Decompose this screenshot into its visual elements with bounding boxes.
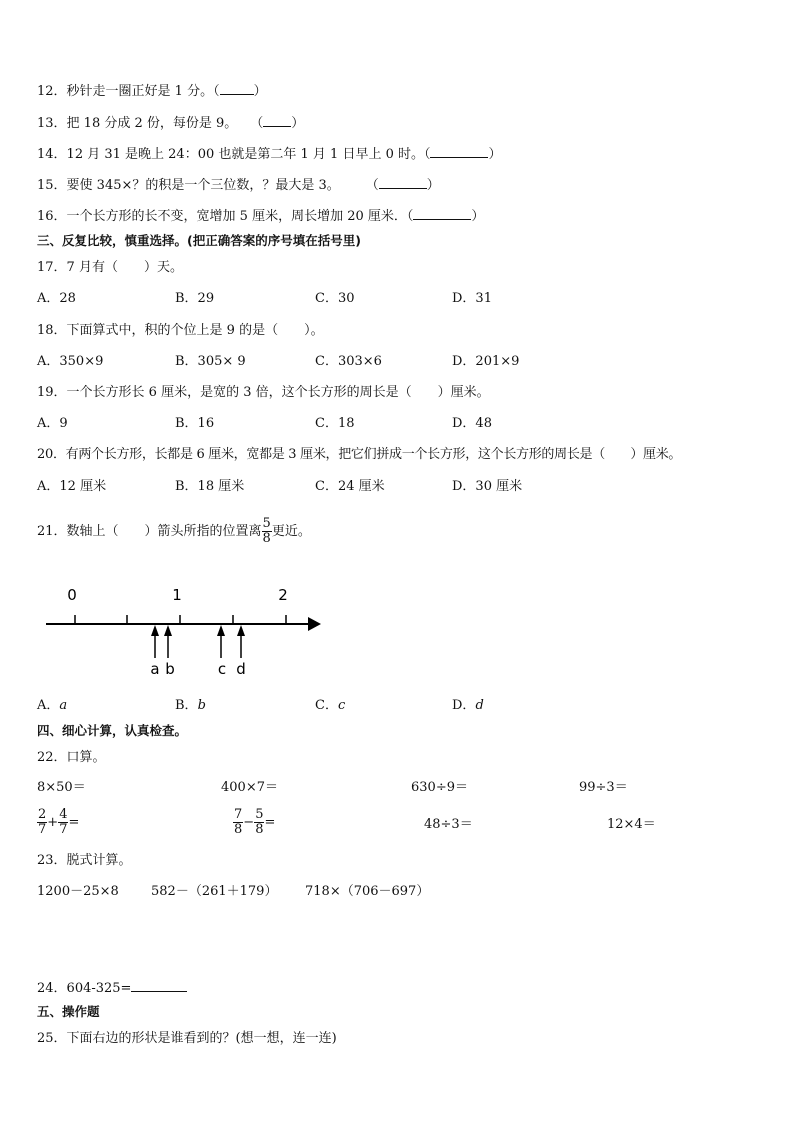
q17-option-b[interactable]: B．29: [175, 291, 215, 306]
q18-option-d[interactable]: D．201×9: [452, 354, 520, 369]
question-14-text: 14．12 月 31 是晚上 24：00 也就是第二年 1 月 1 日早上 0 时。（: [37, 147, 431, 162]
answer-blank[interactable]: [220, 82, 254, 95]
fraction-calc-1: [37, 803, 79, 843]
bracket: ）: [291, 116, 305, 131]
question-18-stem: 18．下面算式中，积的个位上是 9 的是（ ）。: [37, 323, 324, 338]
oral-calc-7: 48÷3＝: [424, 817, 473, 832]
question-13-text: 13．把 18 分成 2 份，每份是 9。 （: [37, 116, 264, 131]
q20-option-d[interactable]: D．30 厘米: [452, 479, 523, 494]
fraction: [254, 808, 264, 837]
arrow-c: [217, 625, 225, 658]
answer-blank[interactable]: [263, 114, 291, 127]
fraction-denominator: 7: [38, 822, 47, 837]
section-3-heading: 三、反复比较，慎重选择。(把正确答案的序号填在括号里): [37, 233, 361, 248]
minus-sign: −: [243, 815, 255, 830]
q20-option-b[interactable]: B．18 厘米: [175, 479, 245, 494]
q21-option-a[interactable]: [37, 697, 67, 715]
arrow-label-d: d: [236, 660, 246, 678]
plus-sign: +: [47, 815, 59, 830]
option-value: c: [337, 698, 346, 713]
arrow-a: [151, 625, 159, 658]
fraction: [233, 808, 243, 837]
fraction-five-eighths: [262, 517, 272, 546]
answer-blank[interactable]: [430, 145, 488, 158]
option-value: d: [475, 698, 484, 713]
q21-option-c[interactable]: [315, 697, 345, 715]
section-4-heading: 四、细心计算，认真检查。: [37, 723, 188, 738]
question-24: [37, 979, 187, 998]
answer-blank[interactable]: [379, 176, 427, 189]
bracket: ）: [253, 84, 267, 99]
oral-calc-2: 400×7＝: [221, 780, 278, 795]
q18-option-c[interactable]: C．303×6: [315, 354, 382, 369]
option-prefix: C．: [315, 698, 338, 713]
arrow-d: [237, 625, 245, 658]
bracket: ）: [426, 178, 440, 193]
fraction-numerator: 5: [262, 516, 271, 531]
q19-option-b[interactable]: B．16: [175, 416, 215, 431]
option-value: b: [197, 698, 206, 713]
section-5-heading: 五、操作题: [37, 1004, 100, 1019]
fraction-denominator: 8: [262, 531, 271, 546]
tick-label-0: 0: [67, 586, 77, 604]
equals-sign: =: [68, 815, 80, 830]
oral-calc-1: 8×50＝: [37, 780, 86, 795]
question-16-text: 16．一个长方形的长不变，宽增加 5 厘米，周长增加 20 厘米．（: [37, 209, 414, 224]
question-12: [37, 82, 267, 101]
question-16: [37, 207, 484, 226]
q17-option-d[interactable]: D．31: [452, 291, 492, 306]
question-15: [37, 176, 440, 195]
number-line-figure: [40, 580, 330, 680]
q20-option-c[interactable]: C．24 厘米: [315, 479, 385, 494]
tick-label-2: 2: [278, 586, 288, 604]
axis-arrowhead: [308, 617, 321, 631]
q19-option-c[interactable]: C．18: [315, 416, 355, 431]
fraction: [37, 808, 47, 837]
stepwise-calc-3: 718×（706－697）: [305, 884, 430, 899]
q17-option-c[interactable]: C．30: [315, 291, 355, 306]
q21-stem-before: 21．数轴上（ ）箭头所指的位置离: [37, 524, 262, 539]
tick-label-1: 1: [172, 586, 182, 604]
option-prefix: A．: [37, 698, 60, 713]
q21-option-d[interactable]: [452, 697, 484, 715]
stepwise-calc-2: 582－（261＋179）: [151, 884, 278, 899]
question-17-stem: 17．7 月有（ ）天。: [37, 260, 183, 275]
question-21-stem: [37, 512, 311, 552]
question-14: [37, 145, 502, 164]
question-13: [37, 114, 304, 133]
answer-blank[interactable]: [131, 979, 187, 992]
fraction-denominator: 8: [255, 822, 264, 837]
question-19-stem: 19．一个长方形长 6 厘米，是宽的 3 倍，这个长方形的周长是（ ）厘米。: [37, 385, 490, 400]
arrow-label-b: b: [165, 660, 175, 678]
question-24-text: 24．604-325=: [37, 981, 132, 996]
fraction: [58, 808, 68, 837]
fraction-calc-2: [233, 803, 275, 843]
bracket: ）: [488, 147, 502, 162]
question-12-text: 12．秒针走一圈正好是 1 分。（: [37, 84, 220, 99]
fraction-numerator: 4: [59, 807, 68, 822]
arrow-label-c: c: [217, 660, 227, 678]
q19-option-d[interactable]: D．48: [452, 416, 492, 431]
equals-sign: =: [264, 815, 276, 830]
bracket: ）: [471, 209, 485, 224]
option-value: a: [59, 698, 68, 713]
question-15-text: 15．要使 345×？的积是一个三位数，？最大是 3。 （: [37, 178, 379, 193]
q21-stem-after: 更近。: [271, 524, 311, 539]
q21-option-b[interactable]: [175, 697, 206, 715]
option-prefix: D．: [452, 698, 476, 713]
oral-calc-4: 99÷3＝: [579, 780, 628, 795]
arrow-b: [164, 625, 172, 658]
question-23-stem: 23．脱式计算。: [37, 853, 132, 868]
q18-option-b[interactable]: B．305× 9: [175, 354, 246, 369]
oral-calc-3: 630÷9＝: [411, 780, 468, 795]
fraction-denominator: 8: [234, 822, 243, 837]
q20-option-a[interactable]: A．12 厘米: [37, 479, 107, 494]
q17-option-a[interactable]: A．28: [37, 291, 76, 306]
arrow-label-a: a: [150, 660, 160, 678]
oral-calc-8: 12×4＝: [607, 817, 656, 832]
stepwise-calc-1: 1200－25×8: [37, 884, 119, 899]
option-prefix: B．: [175, 698, 198, 713]
fraction-numerator: 5: [255, 807, 264, 822]
q19-option-a[interactable]: A．9: [37, 416, 68, 431]
fraction-numerator: 7: [234, 807, 243, 822]
fraction-denominator: 7: [59, 822, 68, 837]
question-20-stem: 20．有两个长方形，长都是 6 厘米，宽都是 3 厘米，把它们拼成一个长方形，这个长方形的周长是（ ）厘米。: [37, 447, 682, 462]
question-25-stem: 25．下面右边的形状是谁看到的？(想一想，连一连): [37, 1031, 337, 1046]
fraction-numerator: 2: [38, 807, 47, 822]
question-22-stem: 22．口算。: [37, 750, 106, 765]
q18-option-a[interactable]: A．350×9: [37, 354, 104, 369]
answer-blank[interactable]: [413, 207, 471, 220]
